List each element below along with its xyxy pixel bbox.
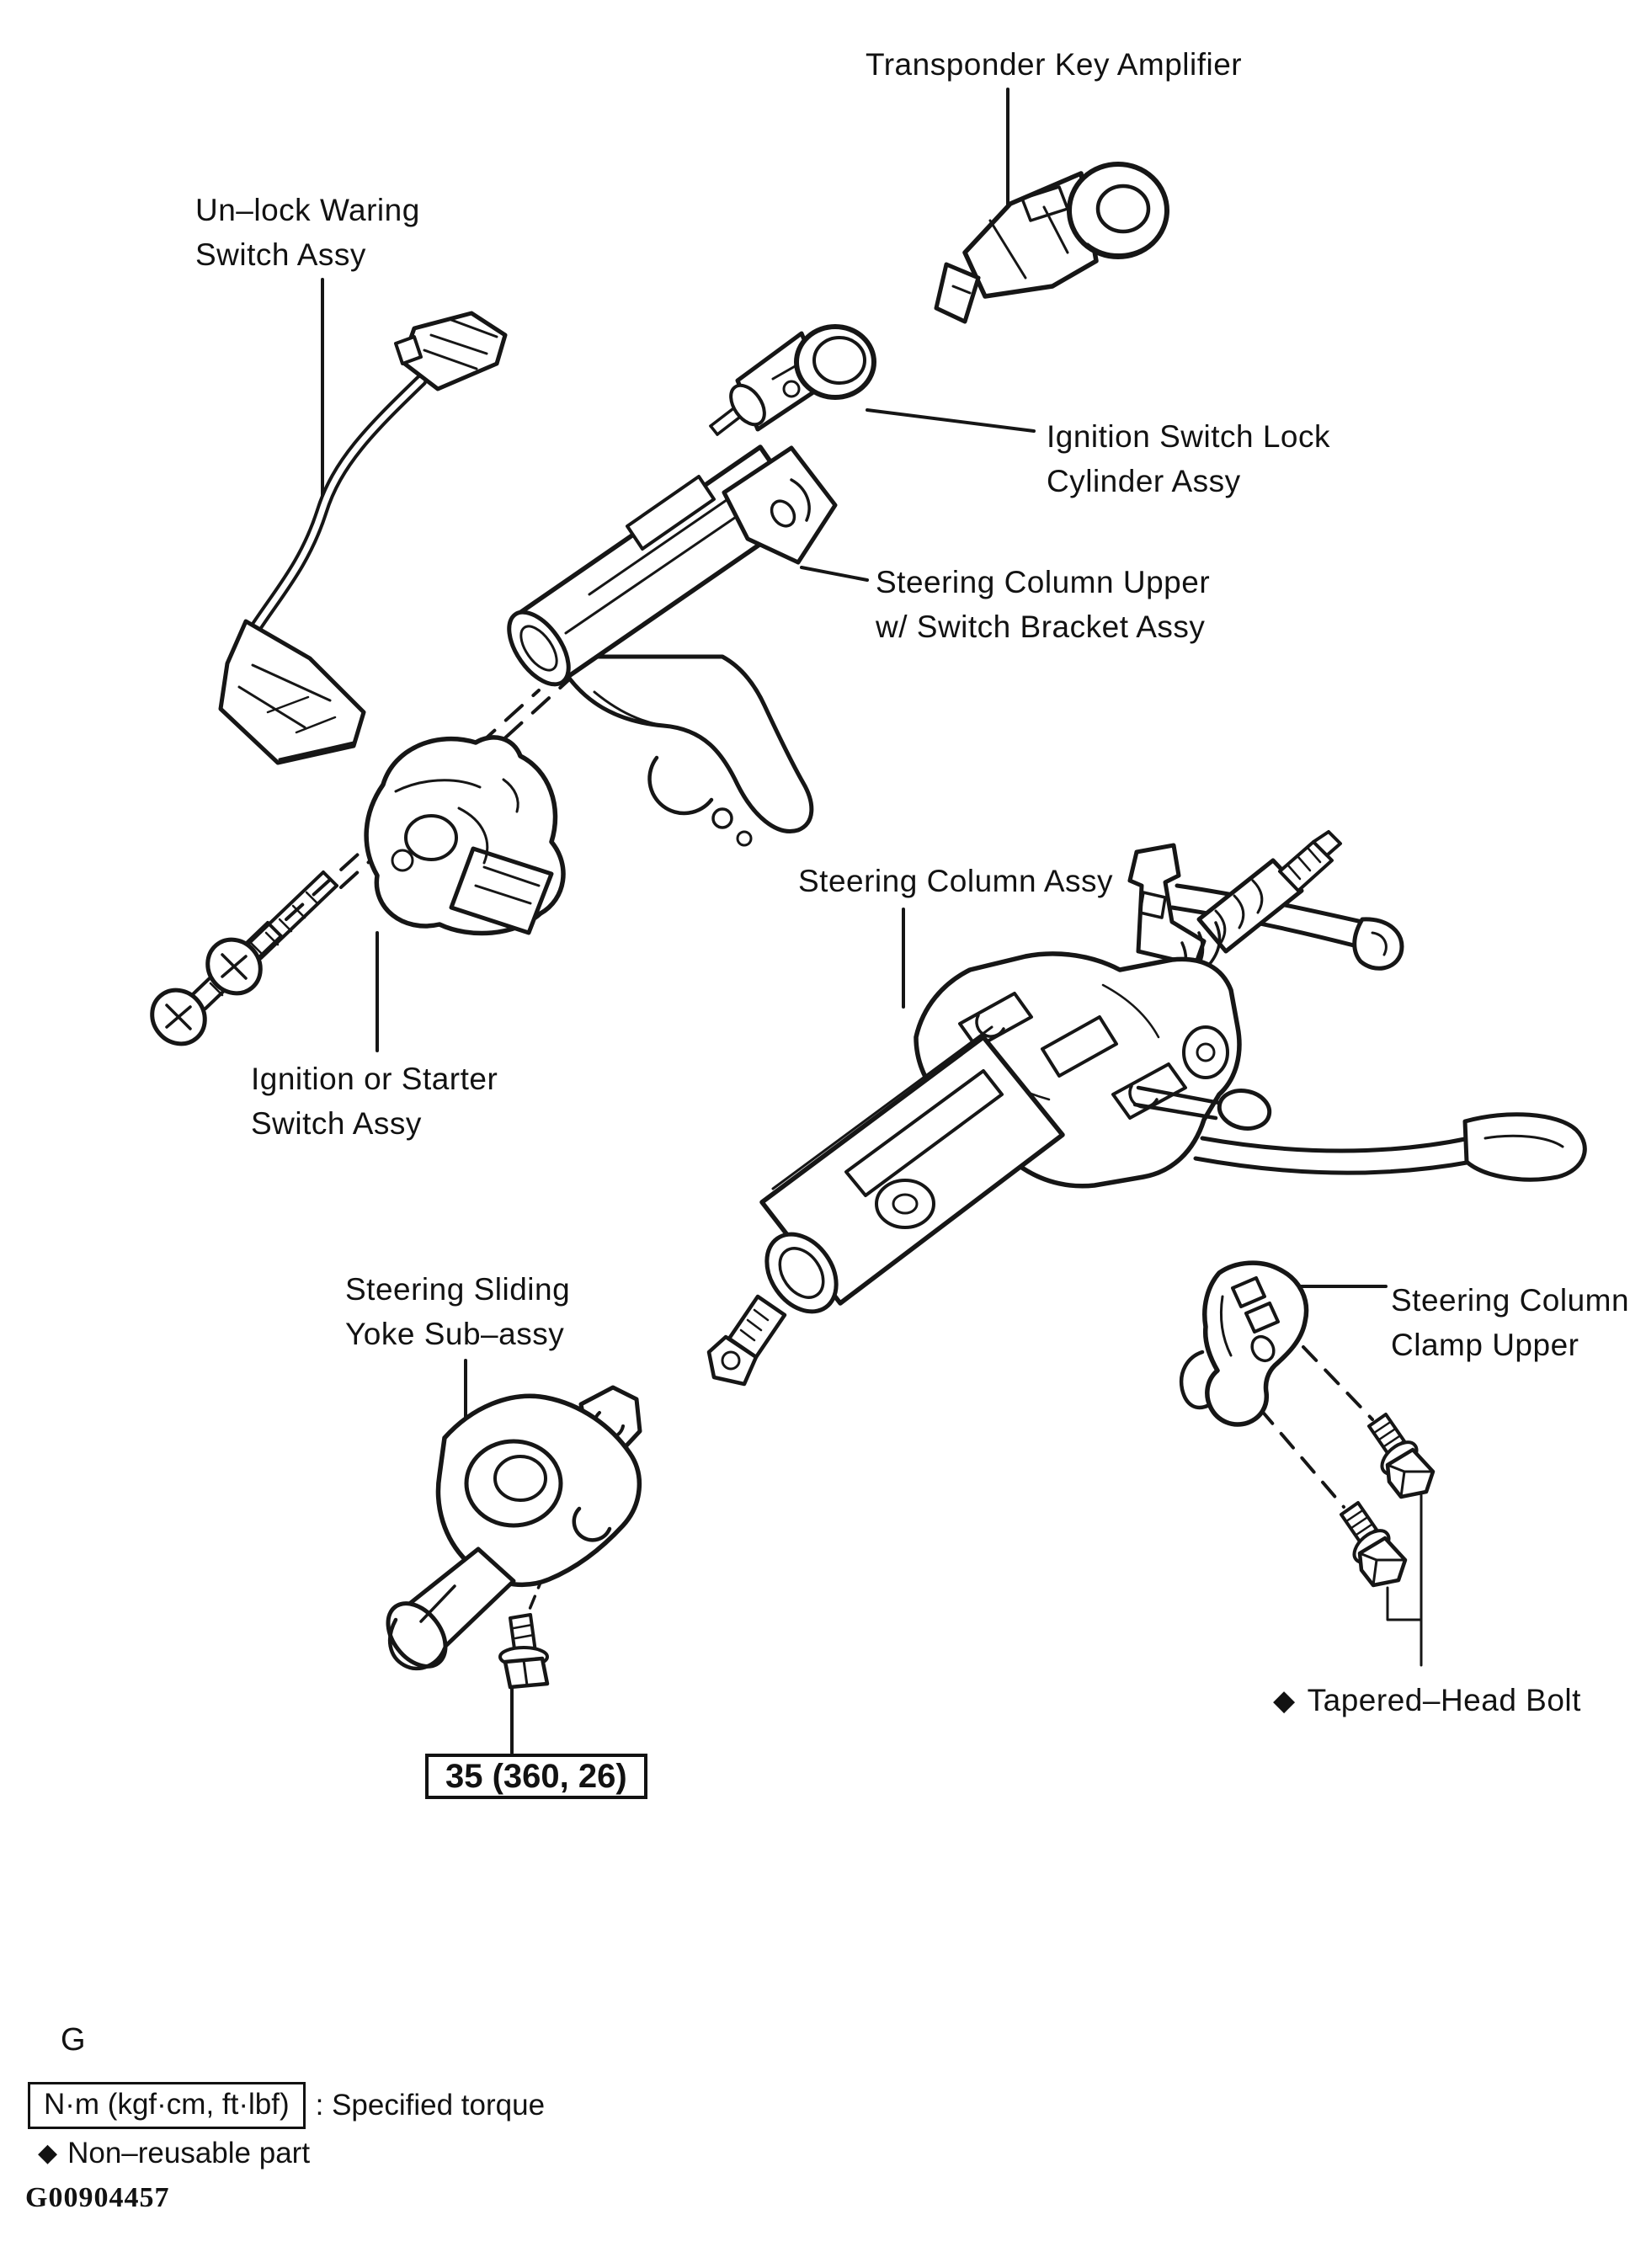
legend-specified-torque [28,2082,545,2129]
label-line: Cylinder Assy [1047,464,1241,498]
legend-text: Non–reusable part [67,2137,311,2170]
label-line: Tapered–Head Bolt [1307,1683,1581,1717]
label-line: Ignition or Starter [251,1062,498,1096]
ignition-starter-switch-drawing [366,737,563,934]
label-line: Switch Assy [195,237,366,272]
label-line: Steering Column Upper [876,565,1211,599]
section-letter: G [61,2022,86,2058]
figure-code: G00904457 [25,2182,170,2213]
torque-spec-box: 35 (360, 26) [425,1754,647,1799]
legend-non-reusable [38,2137,310,2170]
label-line: Clamp Upper [1391,1328,1579,1362]
non-reusable-diamond-icon: ◆ [1273,1684,1296,1717]
label-unlock-warning-switch [195,188,420,277]
label-line: Ignition Switch Lock [1047,419,1331,454]
label-line: Switch Assy [251,1106,422,1141]
tapered-head-bolt-drawing-2 [1341,1503,1405,1585]
sliding-yoke-drawing [376,1387,640,1687]
legend-text: : Specified torque [315,2089,546,2122]
label-sliding-yoke [345,1267,570,1356]
label-line: Steering Sliding [345,1272,571,1307]
torque-unit-box: N·m (kgf·cm, ft·lbf) [28,2082,306,2129]
label-tapered-head-bolt [1273,1678,1581,1722]
non-reusable-diamond-icon: ◆ [38,2139,58,2167]
ignition-lock-cylinder-drawing [711,327,874,434]
tapered-head-bolt-drawing [1369,1414,1433,1497]
transponder-key-amplifier-drawing [936,164,1167,322]
unlock-warning-switch-drawing [221,313,505,763]
label-steering-column-assy: Steering Column Assy [798,864,1114,898]
label-steering-column-upper [876,560,1210,649]
screw-drawing [141,923,281,1055]
label-line: Yoke Sub–assy [345,1317,565,1351]
label-line: Steering Column [1391,1283,1630,1318]
label-line: w/ Switch Bracket Assy [876,610,1206,644]
label-transponder-key-amplifier: Transponder Key Amplifier [866,47,1243,82]
clamp-bolt-dashed-lines [1260,1347,1372,1507]
label-clamp-upper [1391,1278,1629,1367]
clamp-upper-drawing [1181,1263,1306,1424]
label-ignition-starter-switch [251,1057,498,1146]
label-ignition-lock-cylinder [1047,414,1330,503]
label-line: Un–lock Waring [195,193,420,227]
